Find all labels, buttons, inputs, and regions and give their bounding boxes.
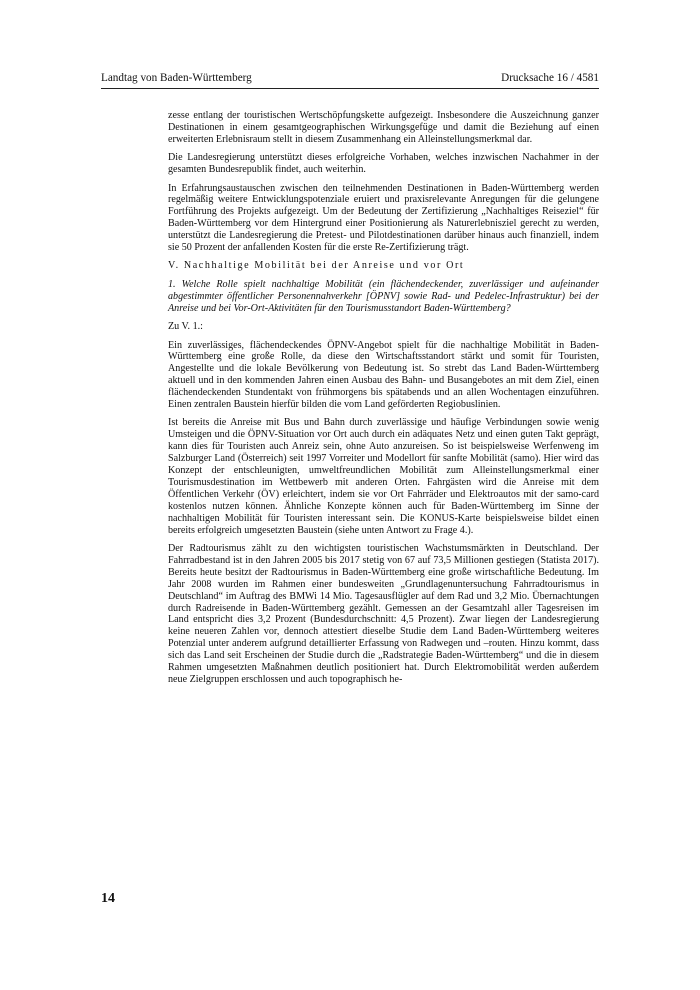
- header-document-number: Drucksache 16 / 4581: [501, 72, 599, 84]
- document-body: [168, 110, 599, 692]
- page-header: [101, 71, 599, 87]
- header-divider: [101, 88, 599, 89]
- paragraph-4: Ein zuverlässiges, flächendeckendes ÖPNV-Angebot spielt für die nachhaltige Mobilität in Baden-Württemberg eine große Rolle, da diese den Wirtschaftsstandort stärkt und somit für Touristen, Angestellte und die lokale Bevölkerung von Bedeutung ist. So strebt das Land Baden-Württemberg aktuell und in den kommenden Jahren einen Ausbau des Bahn- und Busangebotes an mit dem Ziel, einen flächendeckenden Stundentakt von frühmorgens bis spätabends und an allen Wochentagen einzuführen. Einen zentralen Baustein hierfür bilden die vom Land geförderten Regiobuslinien.: [168, 339, 599, 411]
- answer-label: Zu V. 1.:: [168, 321, 203, 333]
- section-heading: V. Nachhaltige Mobilität bei der Anreise und vor Ort: [168, 260, 465, 272]
- paragraph-2: Die Landesregierung unterstützt dieses erfolgreiche Vorhaben, welches inzwischen Nachahmer in der gesamten Bundesrepublik findet, auch weiterhin.: [168, 152, 599, 176]
- paragraph-1: zesse entlang der touristischen Wertschöpfungskette aufgezeigt. Insbesondere die Auszeichnung ganzer Destinationen in einem gesamtgeographischen Wirkungsgefüge und damit die Beziehung auf einen erweiterten Erlebnisraum stellt in diesem Zusammenhang ein Alleinstellungsmerkmal dar.: [168, 110, 599, 145]
- page-number: 14: [101, 891, 115, 906]
- header-publisher: Landtag von Baden-Württemberg: [101, 72, 252, 84]
- paragraph-5: Ist bereits die Anreise mit Bus und Bahn durch zuverlässige und häufige Verbindungen sowie wenig Umsteigen und die ÖPNV-Situation vor Ort auch durch ein adäquates Netz und einen guten Takt geprägt, kann dies für Touristen auch Anreiz sein, ohne Auto anzureisen. So ist beispielsweise Werfenweng im Salzburger Land (Österreich) seit 1997 Vorreiter und Modellort für sanfte Mobilität (samo). Hier wird das Konzept der entschleunigten, umweltfreundlichen Mobilität zum Alleinstellungsmerkmal einer Tourismusdestination im Wettbewerb mit anderen Orten. Fahrgästen wird die Anreise mit dem Öffentlichen Verkehr (ÖV) erleichtert, indem sie vor Ort Fahrräder und Elektroautos mit der samo-card kostenlos nutzen können. Ähnliche Konzepte können auch für Baden-Württemberg im Sinne der nachhaltigen Mobilität für Touristen interessant sein. Die KONUS-Karte beispielsweise bildet einen bereits erfolgreich umgesetzten Baustein (siehe unten Antwort zu Frage 4.).: [168, 417, 599, 536]
- question-text: 1. Welche Rolle spielt nachhaltige Mobilität (ein flächendeckender, zuverlässiger und aufeinander abgestimmter öffentlicher Personennahverkehr [ÖPNV] sowie Rad- und Pedelec-Infrastruktur) bei der Anreise und bei Vor-Ort-Aktivitäten für den Tourismusstandort Baden-Württemberg?: [168, 278, 599, 314]
- paragraph-6: Der Radtourismus zählt zu den wichtigsten touristischen Wachstumsmärkten in Deutschland. Der Fahrradbestand ist in den Jahren 2005 bis 2017 stetig von 67 auf 73,5 Millionen gestiegen (Statista 2017). Bereits heute besitzt der Radtourismus in Baden-Württemberg eine große wirtschaftliche Bedeutung. Im Jahr 2008 wurden im Rahmen einer bundesweiten „Grundlagenuntersuchung Fahrradtourismus in Deutschland“ im Auftrag des BMWi 14 Mio. Tagesausflügler auf dem Rad und 3,2 Mio. Übernachtungen durch Radreisende in Baden-Württemberg gezählt. Gemessen an der Gesamtzahl aller Tagesreisen im Land entspricht dies 3,2 Prozent (Bundesdurchschnitt: 4,5 Prozent). Zwar liegen der Landesregierung keine neueren Zahlen vor, dennoch attestiert dieselbe Studie dem Land Baden-Württemberg weiteres Potenzial unter anderem aufgrund detaillierter Erfassung von Radwegen und –routen. Hinzu kommt, dass sich das Land seit Erscheinen der Studie durch die „Radstrategie Baden-Württemberg“ und die in diesem Rahmen umgesetzten Maßnahmen deutlich positioniert hat. Durch Elektromobilität werden außerdem neue Zielgruppen erschlossen und auch topographisch he-: [168, 543, 599, 685]
- paragraph-3: In Erfahrungsaustauschen zwischen den teilnehmenden Destinationen in Baden-Württemberg werden regelmäßig weitere Entwicklungspotenziale eruiert und praxisrelevante Anregungen für die gelungene Fortführung des Projekts aufgezeigt. Um der Bedeutung der Zertifizierung „Nachhaltiges Reiseziel“ für Baden-Württemberg vor dem Hintergrund einer Positionierung als Naturerlebnisziel gerecht zu werden, unterstützt die Landesregierung die Pretest- und Pilotdestinationen darüber hinaus auch finanziell, indem sie 50 Prozent der anfallenden Kosten für die erste Re-Zertifizierung trägt.: [168, 182, 599, 254]
